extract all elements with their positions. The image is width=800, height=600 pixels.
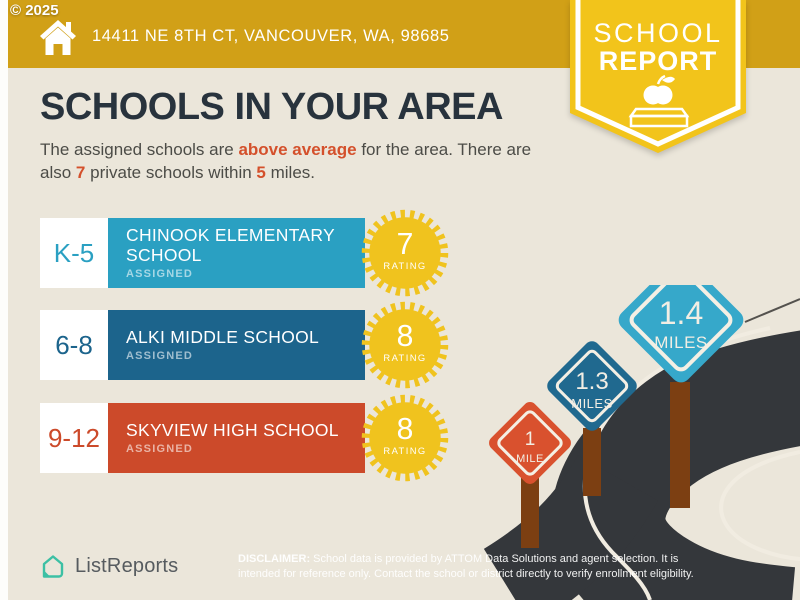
rating-value: 8 — [396, 412, 414, 446]
listreports-logo — [38, 551, 178, 581]
sign-distance-value: 1.4 — [658, 295, 704, 331]
disclaimer-text — [238, 552, 718, 581]
sign-post — [670, 382, 690, 508]
school-bar — [108, 310, 365, 380]
sign-distance-value: 1 — [524, 429, 536, 450]
rating-label: RATING — [383, 351, 427, 363]
disclaimer-body: School data is provided by ATTOM Data Solutions and agent selection. It is intended for reference only. Contact the school or district directly to verify enrollment eligibility. — [238, 553, 694, 580]
badge-line2: REPORT — [598, 46, 718, 76]
assigned-label: ASSIGNED — [126, 443, 194, 456]
grade-range: K-5 — [40, 218, 108, 288]
school-bar — [108, 218, 365, 288]
summary-text — [40, 139, 555, 185]
road-edge-line-right — [721, 452, 800, 559]
school-bar — [108, 403, 365, 473]
assigned-label: ASSIGNED — [126, 350, 194, 363]
summary-part4: miles. — [265, 162, 316, 182]
rating-value: 7 — [396, 227, 414, 261]
rating-label: RATING — [383, 259, 427, 271]
school-name: ALKI MIDDLE SCHOOL — [126, 326, 320, 347]
rating-badge — [358, 391, 452, 485]
listreports-house-icon — [38, 551, 68, 581]
sign-distance-unit: MILES — [654, 333, 708, 352]
page-title: SCHOOLS IN YOUR AREA — [40, 86, 503, 128]
disclaimer-label: DISCLAIMER: — [238, 553, 311, 565]
summary-part3: private schools within — [85, 162, 257, 182]
brand-name: ListReports — [75, 554, 179, 577]
rating-label: RATING — [383, 444, 427, 456]
horizon-road-line — [745, 299, 800, 322]
school-row-high — [40, 403, 460, 473]
copyright-text: © 2025 — [10, 2, 59, 19]
badge-line1: SCHOOL — [593, 18, 723, 48]
headline-section — [40, 86, 560, 185]
school-report-badge — [570, 0, 746, 157]
assigned-label: ASSIGNED — [126, 268, 194, 281]
school-row-elementary — [40, 218, 460, 288]
left-border — [0, 0, 8, 600]
sign-distance-unit: MILES — [571, 396, 613, 411]
sign-post — [521, 478, 539, 548]
property-address: 14411 NE 8TH CT, VANCOUVER, WA, 98685 — [92, 26, 450, 45]
sign-distance-value: 1.3 — [575, 368, 609, 395]
summary-highlight-above-average: above average — [238, 140, 357, 159]
rating-value: 8 — [396, 319, 414, 353]
summary-highlight-miles: 5 — [256, 162, 266, 182]
sign-distance-unit: MILE — [516, 453, 544, 465]
rating-badge — [358, 298, 452, 392]
rating-badge — [358, 206, 452, 300]
summary-part2: for the area. There are also — [40, 140, 532, 182]
home-icon — [38, 17, 78, 57]
summary-part1: The assigned schools are — [40, 140, 239, 159]
grade-range: 9-12 — [40, 403, 108, 473]
school-name: CHINOOK ELEMENTARY SCHOOL — [126, 224, 335, 265]
grade-range: 6-8 — [40, 310, 108, 380]
summary-highlight-count: 7 — [75, 162, 86, 182]
sign-post — [583, 428, 601, 496]
school-name: SKYVIEW HIGH SCHOOL — [126, 419, 339, 440]
school-row-middle — [40, 310, 460, 380]
